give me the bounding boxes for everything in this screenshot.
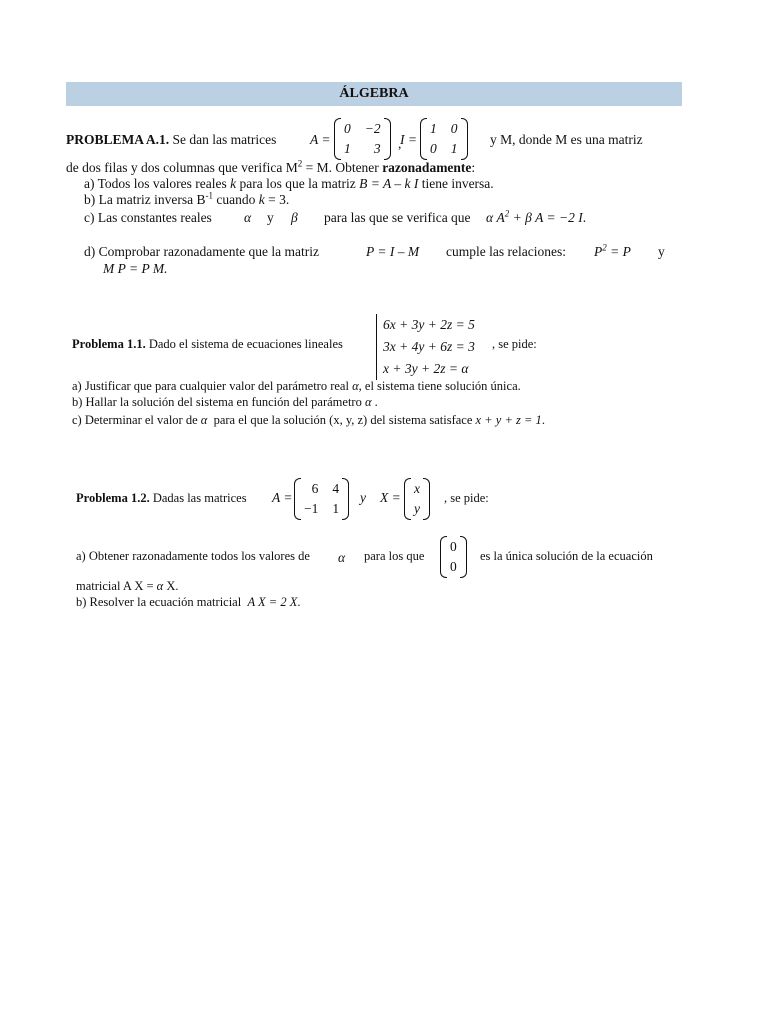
problem-12-tail: , se pide: [444,491,489,505]
conjunction: y [267,210,274,225]
problem-a1-item-d-expr: P = I – M [366,244,420,259]
matrix-cell: −1 [304,501,319,516]
matrix-cell: 1 [344,141,351,156]
problem-a1-item-d-line2: M P = P M. [103,261,168,276]
matrix-cell: 6 [311,481,319,496]
matrix-cell: −2 [364,121,381,136]
matrix-cell: 1 [450,141,458,156]
problem-11-intro: Problema 1.1. Dado el sistema de ecuaciones lineales [72,337,343,351]
problem-12-item-a-line2: matricial A X = α X. [76,579,179,593]
conjunction: y [360,490,366,505]
problem-a1-label: PROBLEMA A.1. [66,132,170,147]
matrix-cell: 0 [450,121,458,136]
matrix-cell: 3 [373,141,381,156]
problem-12-item-a-end: es la única solución de la ecuación [480,549,653,563]
problem-12-item-a-mid: para los que [364,549,425,563]
equation-system [376,314,475,380]
problem-11-item-a: a) Justificar que para cualquier valor del parámetro real α, el sistema tiene solución única. [72,379,521,393]
problem-a1-intro: PROBLEMA A.1. Se dan las matrices [66,132,277,147]
equation: x + 3y + 2z = α [383,361,469,376]
section-title: ÁLGEBRA [339,86,409,101]
problem-12-intro: Problema 1.2. Dadas las matrices [76,491,247,505]
alpha-symbol: α [352,379,359,393]
conjunction: y [658,244,665,259]
problem-11-label: Problema 1.1. [72,337,146,351]
matrix-a [334,118,391,160]
matrix-a-equals: A = [272,490,293,505]
matrix-i [420,118,468,160]
alpha-symbol: α [200,413,208,427]
matrix-cell: x [414,481,420,496]
problem-12-label: Problema 1.2. [76,491,150,505]
problem-a1-item-d-mid: cumple las relaciones: [446,244,566,259]
matrix-a [294,478,349,520]
alpha-symbol: α [364,395,372,409]
problem-11-tail: , se pide: [492,337,537,351]
problem-11-item-c: c) Determinar el valor de α para el que la solución (x, y, z) del sistema satisface x + y + z = 1. [72,413,545,427]
problem-a1-line2: de dos filas y dos columnas que verifica $M^2 = M$. Obtener razonadamente: [66,158,476,175]
matrix-cell: 1 [430,121,437,136]
problem-11-item-b: b) Hallar la solución del sistema en función del parámetro α . [72,395,378,409]
matrix-x-equals: X = [380,490,401,505]
matrix-cell: y [414,501,420,516]
matrix-cell: 0 [450,559,457,574]
equation: 3x + 4y + 6z = 3 [383,339,475,354]
problem-a1-item-d-label: d) Comprobar razonadamente que la matriz [84,244,320,259]
problem-a1-tail: y M, donde M es una matriz [490,132,643,147]
matrix-cell: 0 [450,539,457,554]
matrix-cell: 1 [332,501,340,516]
matrix-x [404,478,430,520]
matrix-a-equals: A = [310,132,331,147]
matrix-cell: 0 [430,141,437,156]
comma: , [398,136,402,151]
problem-a1-item-b: b) La matriz inversa $B^{-1}$ cuando k = 3. [84,190,290,207]
alpha-symbol: α [338,550,346,565]
matrix-i-equals: I = [400,132,417,147]
section-header [66,82,682,106]
alpha-symbol: α [244,210,252,225]
beta-symbol: β [291,210,298,225]
matrix-cell: 0 [344,121,351,136]
matrix-cell: 4 [332,481,340,496]
equation: 6x + 3y + 2z = 5 [383,317,475,332]
problem-a1-item-d-relation: $P^2 = P$ [594,242,631,259]
zero-vector [440,536,467,578]
problem-a1-item-a: a) Todos los valores reales k para los que la matriz B = A – k I tiene inversa. [84,176,494,191]
problem-a1-item-c-expr: α $A^2 + \beta$ A = −2 I. [486,208,587,225]
alpha-symbol: α [156,579,164,593]
problem-12-item-b: b) Resolver la ecuación matricial A X = 2 X. [76,595,301,609]
problem-a1-item-c-label: c) Las constantes reales [84,210,212,225]
problem-12-item-a-label: a) Obtener razonadamente todos los valores de [76,549,310,563]
problem-a1-item-c-mid: para las que se verifica que [324,210,471,225]
